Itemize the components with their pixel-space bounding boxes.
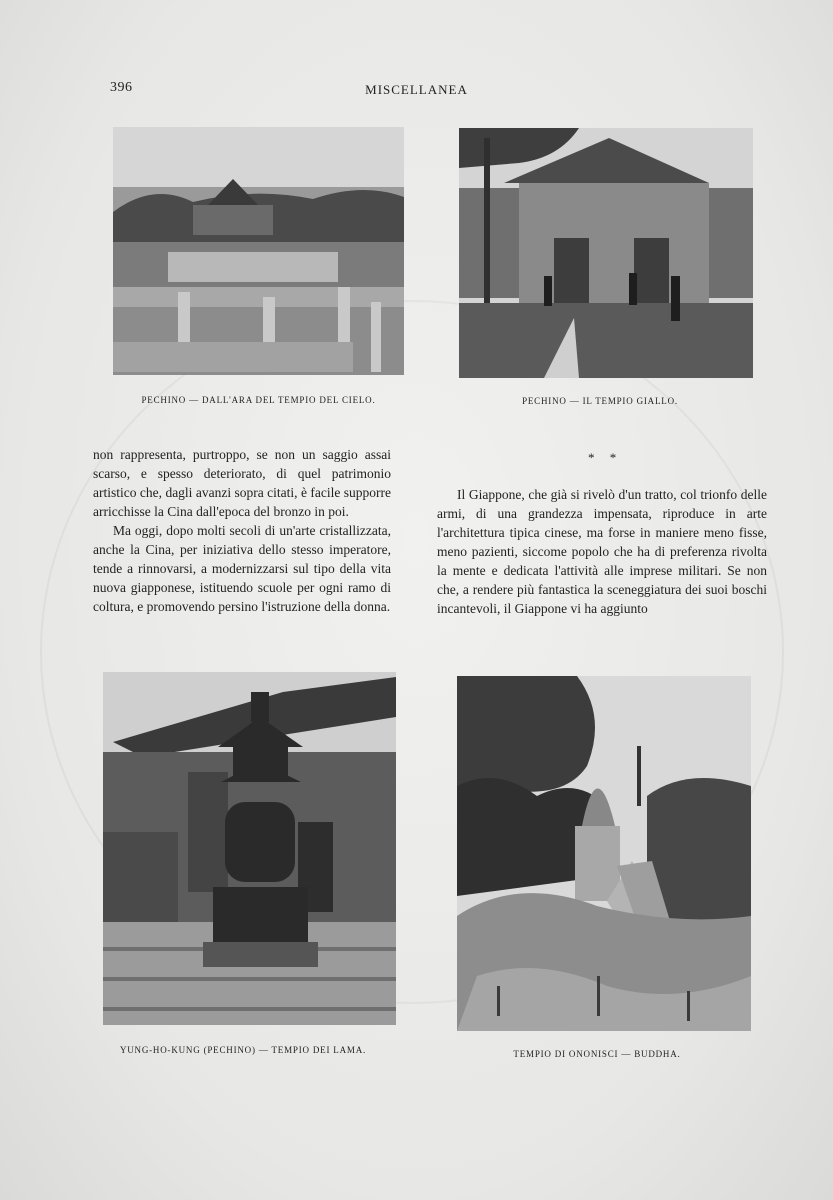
caption-bottom-right: TEMPIO DI ONONISCI — BUDDHA. [513, 1049, 681, 1059]
caption-bottom-left: YUNG-HO-KUNG (PECHINO) — TEMPIO DEI LAMA. [119, 1045, 367, 1055]
photo-buddha-ononisci [457, 676, 751, 1031]
photo-altar-temple-of-heaven [113, 127, 404, 375]
photo-yellow-temple [459, 128, 753, 378]
page-number: 396 [110, 80, 133, 95]
right-column [437, 485, 767, 618]
left-column [93, 445, 391, 616]
caption-top-right: PECHINO — IL TEMPIO GIALLO. [522, 396, 678, 406]
left-paragraph-2: Ma oggi, dopo molti secoli di un'arte cristallizzata, anche la Cina, per iniziativa dello stesso imperatore, tende a rinnovarsi, a modernizzarsi sul tipo della vita nuova giapponese, istituendo scuole per ogni ramo di coltura, e promovendo persino l'istruzione della donna. [93, 523, 391, 614]
left-paragraph-1: non rappresenta, purtroppo, se non un saggio assai scarso, e spesso deteriorato, di quel patrimonio artistico che, dagli avanzi sopra citati, è facile supporre arricchisse la Cina dall'epoca del bronzo in poi. [93, 447, 391, 519]
right-paragraph-1: Il Giappone, che già si rivelò d'un tratto, col trionfo delle armi, di una grandezza impensata, riproduce in arte l'architettura tipica cinese, ma forse in maniere meno fisse, meno pazienti, siccome popolo che ha di preferenza rivolta la mente e dedicata l'attività alle imprese militari. Se non che, a rendere più fantastica la sceneggiatura dei suoi boschi incantevoli, il Giappone vi ha aggiunto [437, 487, 767, 616]
caption-top-left: PECHINO — DALL'ARA DEL TEMPIO DEL CIELO. [141, 395, 376, 405]
photo-lama-temple [103, 672, 396, 1025]
section-break-asterism: * * [588, 450, 623, 465]
running-title: MISCELLANEA [365, 82, 468, 97]
